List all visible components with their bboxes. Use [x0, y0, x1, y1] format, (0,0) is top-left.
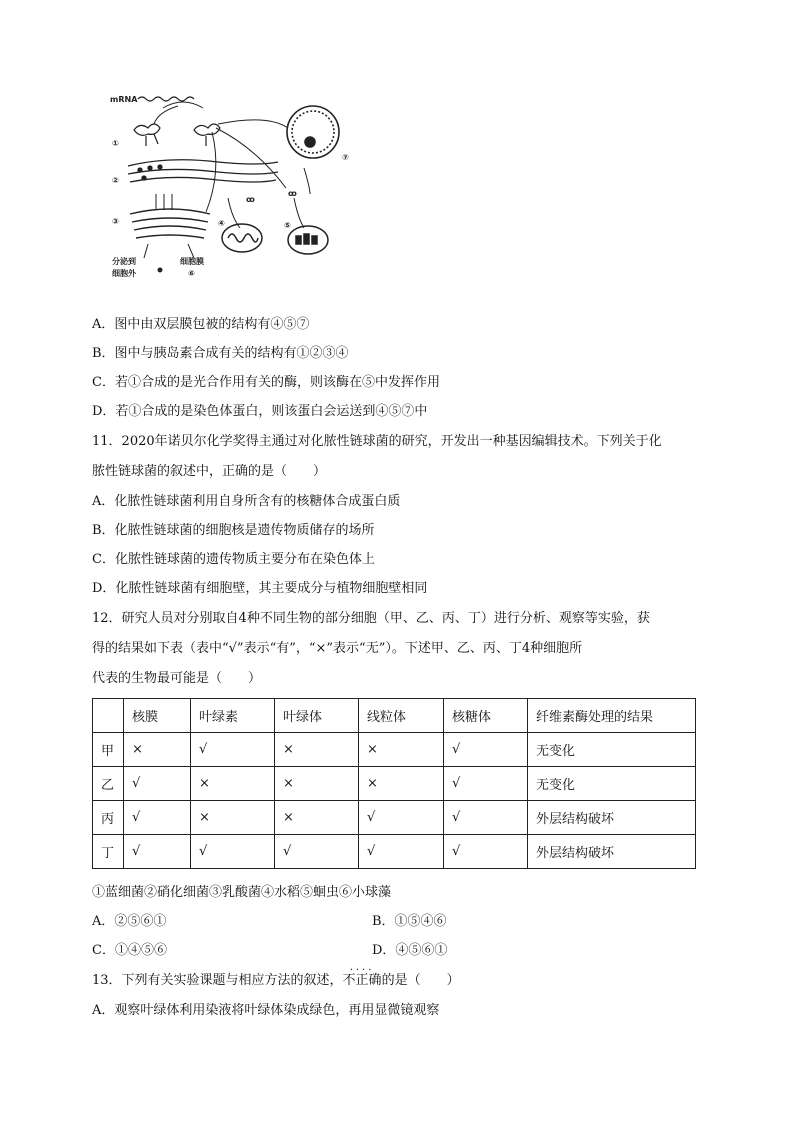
table-cell: × — [191, 801, 275, 835]
table-cell: × — [359, 733, 444, 767]
q12-option-a: A．②⑤⑥① — [92, 914, 167, 929]
table-cell: × — [124, 733, 191, 767]
q11-option-c: C．化脓性链球菌的遗传物质主要分布在染色体上 — [92, 552, 375, 567]
table-header: 核糖体 — [444, 699, 528, 733]
table-cell: √ — [124, 767, 191, 801]
q11-option-d: D．化脓性链球菌有细胞壁，其主要成分与植物细胞壁相同 — [92, 581, 428, 596]
table-cell: √ — [275, 835, 359, 869]
table-row — [93, 835, 696, 869]
secrete-label-line1: 分泌到 — [112, 257, 136, 266]
table-header — [93, 699, 124, 733]
vesicle — [158, 268, 163, 273]
table-header: 叶绿素 — [191, 699, 275, 733]
table-row — [93, 767, 696, 801]
q12-option-d: D．④⑤⑥① — [372, 943, 448, 958]
q12-option-b: B．①⑤④⑥ — [372, 914, 447, 929]
label-5: ⑤ — [284, 221, 291, 230]
arrow — [304, 168, 310, 194]
q13-stem-before: 13．下列有关实验课题与相应方法的叙述， — [92, 973, 343, 988]
table-header: 核膜 — [124, 699, 191, 733]
table-row — [93, 733, 696, 767]
table-cell: × — [191, 767, 275, 801]
q12-option-c: C．①④⑤⑥ — [92, 943, 167, 958]
mrna-strand — [138, 97, 194, 101]
table-cell: 丙 — [93, 801, 124, 835]
table-cell: 丁 — [93, 835, 124, 869]
arrow — [218, 120, 288, 128]
arrow — [216, 128, 286, 188]
table-cell: × — [275, 801, 359, 835]
q12-table — [92, 698, 696, 869]
q12-stem-line1: 12．研究人员对分别取自4种不同生物的部分细胞（甲、乙、丙、丁）进行分析、观察等实验，获 — [92, 611, 650, 626]
table-cell: √ — [191, 835, 275, 869]
q13-option-a: A．观察叶绿体利用染液将叶绿体染成绿色，再用显微镜观察 — [92, 1003, 440, 1018]
membrane-label: 细胞膜 — [180, 257, 204, 266]
free-ribosome-right — [194, 124, 220, 146]
q11-option-a: A．化脓性链球菌利用自身所含有的核糖体合成蛋白质 — [92, 494, 401, 509]
q12-stem-line3: 代表的生物最可能是（ ） — [92, 671, 262, 686]
chloroplast — [288, 226, 328, 254]
label-4: ④ — [218, 219, 225, 228]
table-cell: 乙 — [93, 767, 124, 801]
table-cell: √ — [444, 835, 528, 869]
nucleus — [287, 106, 339, 158]
arrow — [294, 198, 304, 228]
label-3: ③ — [112, 217, 119, 226]
free-ribosome-left — [134, 124, 160, 146]
table-cell: √ — [444, 733, 528, 767]
q10-option-a: A．图中由双层膜包被的结构有④⑤⑦ — [92, 317, 310, 332]
secrete-label-line2: 细胞外 — [112, 269, 136, 278]
table-cell: √ — [444, 801, 528, 835]
cell-structure-figure — [108, 88, 353, 286]
q13-emph-text: 不正确 — [342, 973, 382, 988]
q10-option-c: C．若①合成的是光合作用有关的酶，则该酶在⑤中发挥作用 — [92, 375, 440, 390]
table-cell: √ — [191, 733, 275, 767]
table-cell: √ — [124, 835, 191, 869]
endoplasmic-reticulum — [128, 160, 278, 182]
arrow — [144, 244, 194, 258]
table-cell: × — [275, 733, 359, 767]
table-header: 线粒体 — [359, 699, 444, 733]
table-cell: 无变化 — [528, 733, 696, 767]
table-cell: 无变化 — [528, 767, 696, 801]
q10-option-b: B．图中与胰岛素合成有关的结构有①②③④ — [92, 346, 349, 361]
arrow — [156, 194, 172, 210]
protein-marks: ꝏ — [246, 195, 255, 204]
q11-option-b: B．化脓性链球菌的细胞核是遗传物质储存的场所 — [92, 523, 375, 538]
table-cell: 外层结构破坏 — [528, 835, 696, 869]
table-cell: √ — [444, 767, 528, 801]
q13-stem-after: 的是（ ） — [381, 973, 460, 988]
table-cell: √ — [359, 801, 444, 835]
arrow — [154, 106, 178, 124]
table-cell: 甲 — [93, 733, 124, 767]
label-1: ① — [112, 139, 119, 148]
table-header: 叶绿体 — [275, 699, 359, 733]
q11-stem-line1: 11．2020年诺贝尔化学奖得主通过对化脓性链球菌的研究，开发出一种基因编辑技术。下列关于化 — [92, 434, 662, 449]
table-header-row — [93, 699, 696, 733]
q12-stem-line2: 得的结果如下表（表中“√”表示“有”，“×”表示“无”）。下述甲、乙、丙、丁4种细胞所 — [92, 641, 583, 656]
emphasis-dots: ···· — [349, 965, 375, 976]
table-row — [93, 801, 696, 835]
mitochondrion — [222, 224, 262, 252]
q13-emphasis — [342, 965, 382, 990]
table-cell: × — [275, 767, 359, 801]
q12-organisms: ①蓝细菌②硝化细菌③乳酸菌④水稻⑤蛔虫⑥小球藻 — [92, 885, 392, 900]
protein-marks: ꝏ — [288, 189, 297, 198]
table-cell: × — [359, 767, 444, 801]
table-cell: 外层结构破坏 — [528, 801, 696, 835]
label-6: ⑥ — [188, 269, 195, 278]
mrna-label: mRNA — [110, 95, 138, 104]
table-header: 纤维素酶处理的结果 — [528, 699, 696, 733]
label-2: ② — [112, 176, 119, 185]
q10-option-d: D．若①合成的是染色体蛋白，则该蛋白会运送到④⑤⑦中 — [92, 404, 428, 419]
table-cell: √ — [124, 801, 191, 835]
label-7: ⑦ — [342, 153, 349, 162]
q11-stem-line2: 脓性链球菌的叙述中，正确的是（ ） — [92, 464, 327, 479]
q13-stem — [92, 965, 460, 990]
arrow — [163, 102, 203, 108]
golgi-apparatus — [130, 209, 210, 238]
table-cell: √ — [359, 835, 444, 869]
